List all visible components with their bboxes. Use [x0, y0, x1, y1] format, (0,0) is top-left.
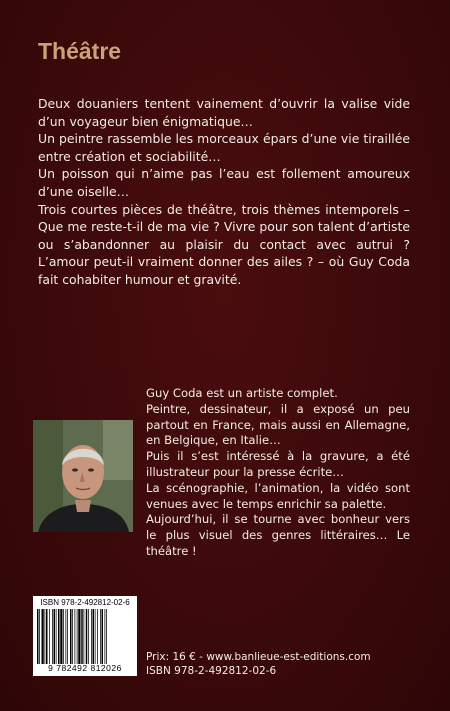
barcode-bar [97, 609, 98, 664]
author-bio [146, 386, 410, 560]
barcode-bar [102, 609, 104, 664]
barcode-bars-icon [37, 609, 133, 664]
price-line: Prix: 16 € - www.banlieue-est-editions.com [146, 651, 371, 663]
barcode-bar [91, 609, 92, 664]
author-photo [33, 420, 133, 532]
barcode-bar [60, 609, 62, 664]
barcode-bar [67, 609, 68, 664]
barcode-isbn-label: ISBN 978-2-492812-02-6 [40, 598, 130, 607]
barcode-bar [54, 609, 56, 664]
synopsis [38, 95, 410, 289]
barcode-bar [105, 609, 106, 664]
barcode-bar [45, 609, 46, 664]
barcode-bar [46, 609, 48, 664]
barcode [33, 596, 137, 676]
publisher-info [146, 650, 371, 678]
bio-paragraph: Guy Coda est un artiste complet. [146, 386, 338, 400]
barcode-bar [88, 609, 89, 664]
bio-paragraph: La scénographie, l’animation, la vidéo sont venues avec le temps enrichir sa palette. [146, 480, 410, 511]
barcode-bar [56, 609, 57, 664]
barcode-bar [42, 609, 44, 664]
bio-paragraph: Puis il s’est intéressé à la gravure, a été illustrateur pour la presse écrite… [146, 449, 410, 479]
author-portrait-icon [33, 420, 133, 532]
barcode-bar [63, 609, 64, 664]
isbn-line: ISBN 978-2-492812-02-6 [146, 665, 277, 677]
barcode-bar [49, 609, 50, 664]
synopsis-paragraph: Trois courtes pièces de théâtre, trois thèmes intemporels – Que me reste-t-il de ma vie ? Vivre pour son talent d’artiste ou s’abandonner au plaisir du contact avec autrui ? L’amour peut-il vraiment donner des ailes ? – où Guy Coda fait cohabiter humour et gravité. [38, 201, 410, 287]
barcode-bar [78, 609, 80, 664]
cover-heading: Théâtre [38, 38, 122, 64]
barcode-bar [37, 609, 39, 664]
bio-paragraph: Aujourd’hui, il se tourne avec bonheur vers le plus visuel des genres littéraires… Le théâtre ! [146, 512, 410, 558]
barcode-bar [72, 609, 73, 664]
barcode-bar [93, 609, 95, 664]
barcode-bar [58, 609, 60, 664]
synopsis-paragraph: Un peintre rassemble les morceaux épars d’une vie tiraillée entre création et sociabilité… [38, 131, 410, 164]
barcode-bar [66, 609, 67, 664]
barcode-bar [39, 609, 40, 664]
barcode-bar [81, 609, 83, 664]
bio-paragraph: Peintre, dessinateur, il a exposé un peu partout en France, mais aussi en Allemagne, en Belgique, en Italie… [146, 401, 410, 448]
synopsis-paragraph: Deux douaniers tentent vainement d’ouvrir la valise vide d’un voyageur bien énigmatique… [38, 96, 410, 129]
barcode-bar [52, 609, 53, 664]
barcode-bar [106, 609, 107, 664]
barcode-digits: 9 782492 812026 [48, 663, 122, 673]
barcode-bar [100, 609, 101, 664]
barcode-bar [86, 609, 88, 664]
barcode-bar [77, 609, 78, 664]
barcode-bar [95, 609, 96, 664]
barcode-bar [75, 609, 76, 664]
barcode-bar [84, 609, 85, 664]
synopsis-paragraph: Un poisson qui n’aime pas l’eau est follement amoureux d’une oiselle… [38, 166, 410, 199]
barcode-bar [70, 609, 72, 664]
